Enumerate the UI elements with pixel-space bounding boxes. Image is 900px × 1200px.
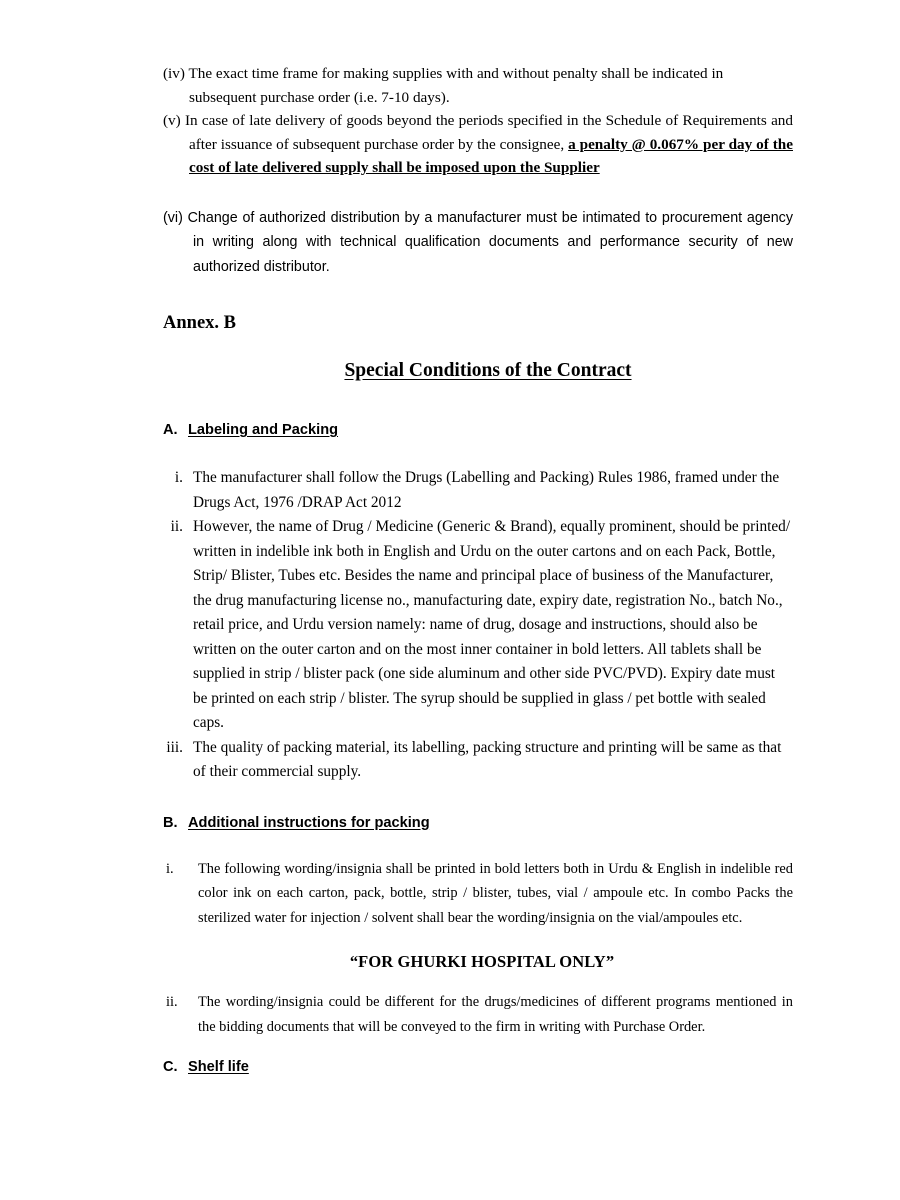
list-marker: i. [166, 860, 174, 877]
clause-v-marker: (v) [163, 112, 181, 129]
clause-vi-text: Change of authorized distribution by a manufacturer must be intimated to procurement agency in writing along with technical qualification documents and performance security of new authorized distributor. [187, 209, 793, 275]
section-a-title: Labeling and Packing [188, 422, 339, 438]
section-b-title: Additional instructions for packing [188, 814, 430, 831]
list-item [163, 736, 793, 785]
clause-vi-marker: (vi) [163, 209, 183, 226]
list-text: The wording/insignia could be different for the drugs/medicines of different programs mentioned in the bidding documents that will be conveyed to the firm in writing with Purchase Order. [198, 994, 793, 1035]
ghurki-hospital-banner: “FOR GHURKI HOSPITAL ONLY” [349, 952, 615, 971]
clause-iv-text: The exact time frame for making supplies with and without penalty shall be indicated in subsequent purchase order (i.e. 7-10 days). [188, 65, 724, 106]
clause-v-text: In case of late delivery of goods beyond the periods specified in the Schedule of Requirements and after issuance of subsequent purchase order by the consignee, [184, 112, 793, 153]
section-a-list [163, 466, 793, 785]
clause-iv [163, 62, 793, 109]
list-marker: iii. [166, 738, 183, 756]
list-text: The quality of packing material, its labelling, packing structure and printing will be same as that of their commercial supply. [193, 738, 782, 780]
list-item [163, 857, 793, 931]
section-b-list-first [163, 857, 793, 931]
section-heading-c [163, 1059, 793, 1075]
clause-v-penalty-emphasis: a penalty @ 0.067% per day of the cost of late delivered supply shall be imposed upon the Supplier [189, 135, 793, 176]
section-c-letter: C. [163, 1059, 178, 1075]
clause-iv-marker: (iv) [163, 65, 185, 82]
list-item [163, 515, 793, 736]
section-heading-b [163, 815, 793, 831]
section-b-letter: B. [163, 814, 178, 831]
list-text: The manufacturer shall follow the Drugs (Labelling and Packing) Rules 1986, framed under the Drugs Act, 1976 /DRAP Act 2012 [193, 469, 780, 511]
clause-vi [163, 206, 793, 280]
list-item [163, 466, 793, 515]
section-a-letter: A. [163, 422, 178, 438]
list-item [163, 990, 793, 1039]
section-c-title: Shelf life [188, 1059, 249, 1075]
page-title: Special Conditions of the Contract [344, 360, 632, 381]
section-heading-a [163, 422, 793, 438]
section-b-list-second [163, 990, 793, 1039]
page-content [163, 62, 793, 1075]
list-text: However, the name of Drug / Medicine (Generic & Brand), equally prominent, should be printed/ written in indelible ink both in English and Urdu on the outer cartons and on each Pack, Bottle, Strip/ Blister, Tubes etc. Besides the name and principal place of business of the Manufacturer, the drug manufacturing license no., manufacturing date, expiry date, registration No., batch No., retail price, and Urdu version namely: name of drug, dosage and instructions, should also be written on the outer carton and on the most inner container in bold letters. All tablets shall be supplied in strip / blister pack (one side aluminum and other side PVC/PVD). Expiry date must be printed on each strip / blister. The syrup should be supplied in glass / pet bottle with sealed caps. [193, 518, 791, 731]
list-text: The following wording/insignia shall be printed in bold letters both in Urdu & English in indelible red color ink on each carton, pack, bottle, strip / blister, tubes, vial / ampoule etc. In combo Packs the sterilized water for injection / solvent shall bear the wording/insignia on the vial/ampoules etc. [198, 860, 793, 926]
list-marker: i. [174, 469, 183, 486]
list-marker: ii. [166, 994, 178, 1010]
annex-label: Annex. B [163, 313, 236, 333]
clause-v [163, 109, 793, 180]
list-marker: ii. [170, 518, 183, 535]
